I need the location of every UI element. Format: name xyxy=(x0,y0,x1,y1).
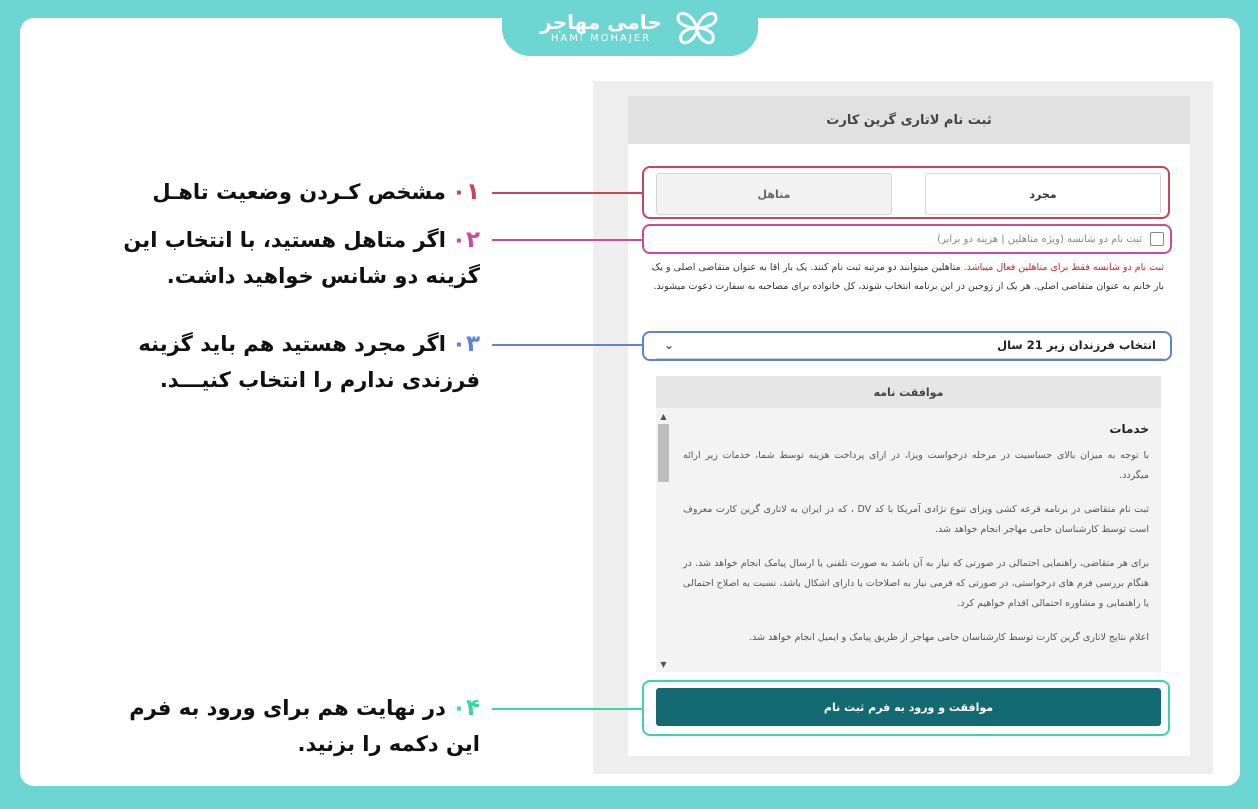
step-number: ۰۲ xyxy=(451,227,480,253)
annotation-line xyxy=(138,326,480,362)
form-title: ثبت نام لاتاری گرین کارت xyxy=(628,96,1190,144)
connector-line-1 xyxy=(492,192,642,194)
agreement-title: موافقت نامه xyxy=(656,376,1161,408)
marital-single-button[interactable]: مجرد xyxy=(925,173,1161,215)
agreement-paragraph: ثبت نام متقاضی در برنامه قرعه کشی ویزای تنوع نژادی آمریکا با کد DV ، که در ایران به لاتاری گرین کارت معروف است توسط کارشناسان حامی مهاجر انجام خواهد شد. xyxy=(683,504,1149,535)
annotation-1 xyxy=(152,174,480,210)
children-select-value: انتخاب فرزندان زیر 21 سال xyxy=(997,337,1156,352)
agreement-paragraph: با توجه به میزان بالای حساسیت در مرحله درخواست ویزا، در ازای پرداخت هزینه توسط شما، خدمات زیر ارائه میگردد. xyxy=(683,450,1149,481)
annotation-2 xyxy=(123,222,480,294)
logo-tab xyxy=(502,0,758,56)
annotation-text: مشخص کـردن وضعیت تاهـل xyxy=(152,180,446,204)
chevron-down-icon: ⌄ xyxy=(664,337,675,352)
marital-married-button[interactable]: متاهل xyxy=(656,173,892,215)
butterfly-logo-icon xyxy=(674,8,720,48)
logo-text-fa: حامی مهاجر xyxy=(540,10,662,34)
annotation-text: اگر مجرد هستید هم باید گزینه xyxy=(138,332,446,356)
agreement-paragraph: برای هر متقاضی، راهنمایی احتمالی در صورتی که نیاز به آن باشد به صورت تلفنی یا ارسال پیامک انجام خواهد شد. در هنگام بررسی فرم های درخواستی، در صورتی که فرمی نیاز به اصلاحات یا دارای اشکال باشد، نسبت به اصلاح احتمالی یا راهنمایی و مشاوره احتمالی اقدام خواهیم کرد. xyxy=(683,558,1149,609)
step-number: ۰۴ xyxy=(451,695,480,721)
scroll-thumb[interactable] xyxy=(658,424,669,482)
two-chance-label: ثبت نام دو شانسه (ویژه متاهلین | هزینه دو برابر) xyxy=(937,233,1142,245)
agreement-paragraph: اعلام نتایج لاتاری گرین کارت توسط کارشناسان حامی مهاجر از طریق پیامک و ایمیل انجام خواهد شد. xyxy=(749,632,1149,643)
annotation-line xyxy=(152,174,480,210)
highlight-frame-4 xyxy=(642,680,1170,736)
connector-line-4 xyxy=(492,708,642,710)
connector-line-3 xyxy=(492,344,642,346)
annotation-4 xyxy=(129,690,480,762)
agreement-section-title: خدمات xyxy=(1109,422,1149,436)
step-number: ۰۱ xyxy=(451,179,480,205)
annotation-text: این دکمه را بزنید. xyxy=(297,732,480,756)
step-number: ۰۳ xyxy=(451,331,480,357)
highlight-frame-2 xyxy=(642,224,1172,254)
note-text: متاهلین میتوانند دو مرتبه ثبت نام کنند. یک بار اقا به عنوان متقاضی اصلی و یک بار خانم به عنوان متقاضی اصلی. هر یک از زوجین در این برنامه انتخاب شوند، کل خانواده برای مصاحبه به سفارت دعوت میشوند. xyxy=(651,262,1164,292)
logo-text-en: HAMI MOHAJER xyxy=(550,33,652,44)
connector-line-2 xyxy=(492,239,642,241)
annotation-line xyxy=(123,222,480,258)
triangle-down-icon[interactable]: ▼ xyxy=(660,659,667,669)
annotation-text: فرزندی ندارم را انتخاب کنیـــد. xyxy=(159,368,480,392)
annotation-text: اگر متاهل هستید، با انتخاب این xyxy=(123,228,446,252)
triangle-up-icon[interactable]: ▲ xyxy=(660,411,667,421)
note-warning: ثبت نام دو شانسه فقط برای متاهلین فعال میباشد. xyxy=(963,262,1164,273)
annotation-3 xyxy=(138,326,480,398)
agreement-body xyxy=(671,408,1161,672)
annotation-line xyxy=(129,690,480,726)
highlight-frame-1 xyxy=(642,166,1170,219)
annotation-text: گزینه دو شانس خواهید داشت. xyxy=(166,264,480,288)
annotation-text: در نهایت هم برای ورود به فرم xyxy=(129,696,446,720)
highlight-frame-3 xyxy=(642,331,1172,361)
agree-submit-button[interactable]: موافقت و ورود به فرم ثبت نام xyxy=(656,688,1161,726)
two-chance-note xyxy=(650,258,1164,296)
agreement-scrollbar[interactable] xyxy=(656,408,671,672)
logo-wordmark xyxy=(540,11,661,45)
